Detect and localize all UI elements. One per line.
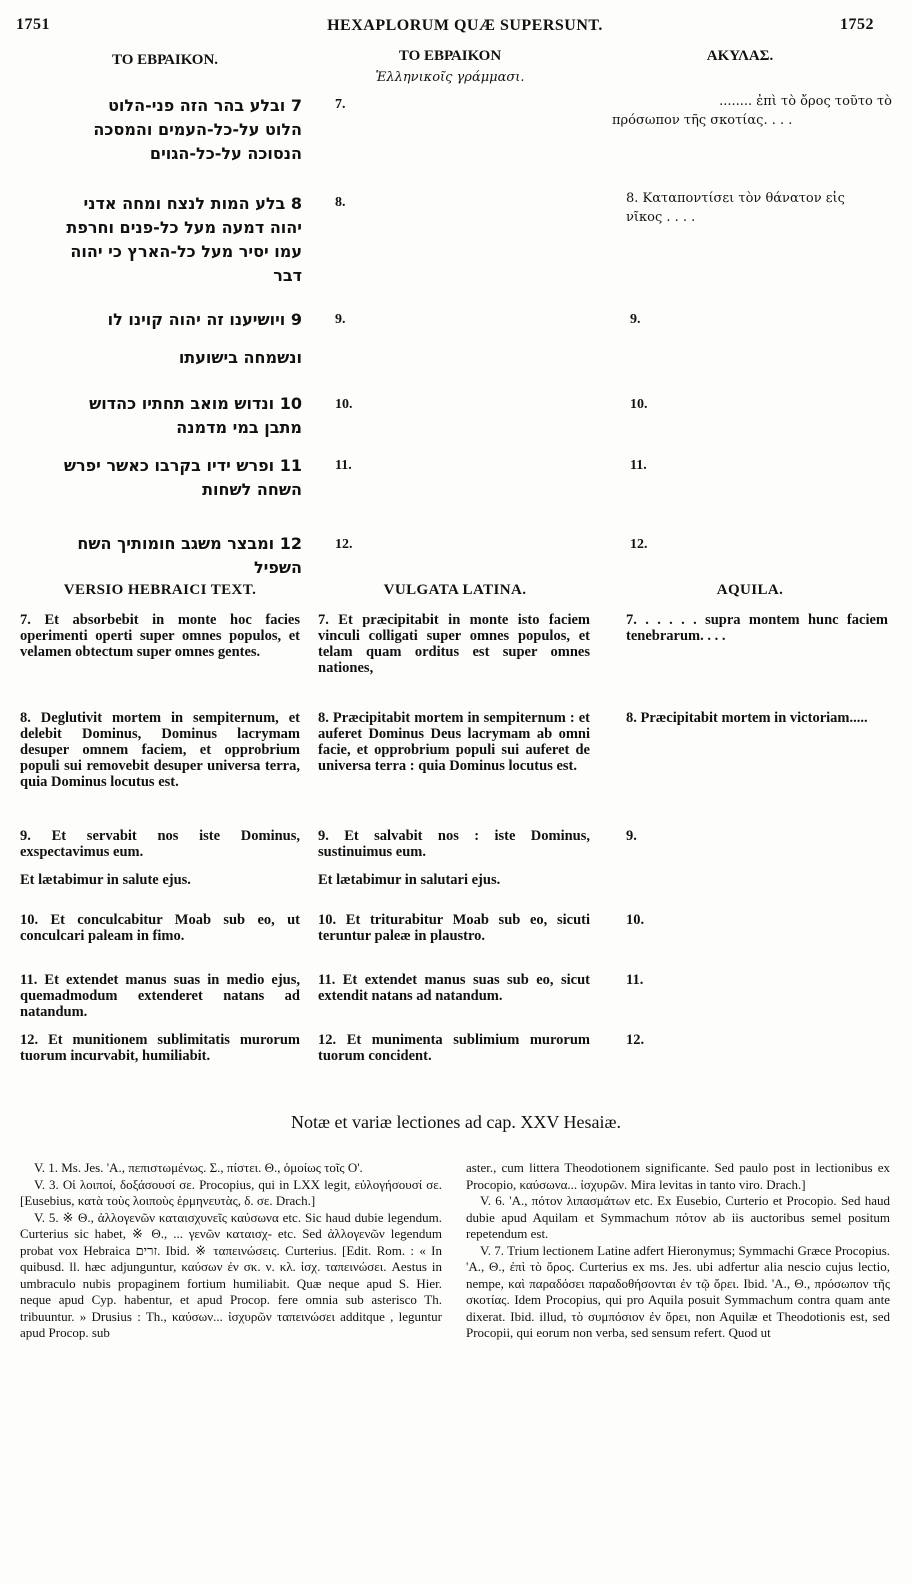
notes-right-column bbox=[466, 1160, 890, 1342]
latin-vulgata-12: 12. Et munimenta sublimium murorum tuorum concident. bbox=[318, 1032, 590, 1064]
translit-verse-10: 10. bbox=[335, 397, 353, 412]
latin-header-vulgata: VULGATA LATINA. bbox=[383, 582, 527, 598]
translit-verse-9: 9. bbox=[335, 312, 346, 327]
hebrew-line: מתבן במי מדמנה bbox=[176, 418, 302, 437]
col-header-aquila: ΑΚΥΛΑΣ. bbox=[706, 48, 774, 64]
aquila-verse-12: 12. bbox=[630, 537, 648, 552]
latin-vulgata-7: 7. Et præcipitabit in monte isto faciem vinculi colligati super omnes populos, et telam quam orditus est super omnes nationes, bbox=[318, 612, 590, 676]
hebrew-line: יהוה דמעה מעל כל-פנים וחרפת bbox=[66, 218, 302, 237]
aquila-verse-10: 10. bbox=[630, 397, 648, 412]
translit-verse-12: 12. bbox=[335, 537, 353, 552]
hebrew-line: הנסוכה על-כל-הגוים bbox=[149, 144, 302, 163]
left-page-number: 1751 bbox=[16, 16, 50, 33]
latin-aquila-12: 12. bbox=[626, 1032, 645, 1048]
note-paragraph: aster., cum littera Theodotionem significante. Sed paulo post in lectionibus ex Procopio, καύσωνα... ἰσχυρῶν. Mira levitas in tanto viro. Drach.] bbox=[466, 1160, 890, 1192]
latin-header-hebraici: VERSIO HEBRAICI TEXT. bbox=[63, 582, 257, 598]
latin-vulgata-8: 8. Præcipitabit mortem in sempiternum : et auferet Dominus Deus lacrymam ab omni facie, et opprobrium populi sui auferet de universa terra : quia Dominus locutus est. bbox=[318, 710, 590, 774]
hebrew-line: השחה לשחות bbox=[202, 480, 302, 499]
latin-hebraici-8: 8. Deglutivit mortem in sempiternum, et delebit Dominus, Dominus lacrymam desuper omnem faciem, et opprobrium populi sui removebit desuper universa terra, quia Dominus locutus est. bbox=[20, 710, 300, 790]
latin-vulgata-9b: Et lætabimur in salutari ejus. bbox=[318, 872, 501, 888]
hebrew-verse-9b: ונשמחה בישועתו bbox=[178, 348, 302, 367]
latin-aquila-11: 11. bbox=[626, 972, 644, 988]
latin-aquila-9: 9. bbox=[626, 828, 637, 844]
greek-line: πρόσωπον τῆς σκοτίας. . . . bbox=[612, 113, 793, 128]
latin-hebraici-9: 9. Et servabit nos iste Dominus, exspectavimus eum. bbox=[20, 828, 300, 860]
note-paragraph: V. 3. Οἱ λοιποί, δοξάσουσί σε. Procopius, qui in LXX legit, εὐλογήσουσί σε. [Eusebius, κατὰ τοὺς λοιποὺς ἑρμηνευτὰς, δ. σε. Drach.] bbox=[20, 1176, 442, 1208]
hebrew-line: דבר bbox=[273, 266, 302, 285]
translit-verse-11: 11. bbox=[335, 458, 352, 473]
latin-hebraici-11: 11. Et extendet manus suas in medio ejus, quemadmodum extenderet natans ad natandum. bbox=[20, 972, 300, 1020]
note-paragraph: V. 7. Trium lectionem Latine adfert Hieronymus; Symmachi Græce Procopius. 'Α., Θ., ἐπὶ τὸ ὄρος. Curterius ex ms. Jes. ubi adfertur alia nescio cujus lectio, nempe, καὶ παραδόσει παραδοθήσονται ἐν τῷ ὄρει. Ibid. 'Α., Θ., πρόσωπον τῆς σκοτίας. Idem Procopius, qui pro Aquila posuit Symmachum contra quam ante dixerat. Ibid. illud, τὸ συμπόσιον ἐν ὄρει, non Aquilæ et Theodotionis est, sed Procopii, qui eorum non verba, sed sensum refert. Quod ut bbox=[466, 1242, 890, 1340]
latin-aquila-7: 7. . . . . . supra montem hunc faciem tenebrarum. . . . bbox=[626, 612, 888, 644]
col-header-transliteration: ΤΟ ΕΒΡΑΙΚΟΝ bbox=[398, 48, 502, 64]
greek-line: ........ ἐπὶ τὸ ὄρος τοῦτο τὸ bbox=[719, 94, 892, 109]
hebrew-line: 7 ובלע בהר הזה פני-הלוט bbox=[108, 96, 302, 115]
hebrew-verse-11 bbox=[18, 454, 302, 502]
hebrew-line: השפיל bbox=[253, 558, 302, 577]
hebrew-verse-8 bbox=[18, 192, 302, 288]
hebrew-line: 12 ומבצר משגב חומותיך השח bbox=[77, 534, 302, 553]
hebrew-line: 11 ופרש ידיו בקרבו כאשר יפרש bbox=[63, 456, 302, 475]
hebrew-line: 10 ונדוש מואב תחתיו כהדוש bbox=[89, 394, 302, 413]
notes-title: Notæ et variæ lectiones ad cap. XXV Hesaiæ. bbox=[290, 1112, 622, 1132]
latin-aquila-8: 8. Præcipitabit mortem in victoriam..... bbox=[626, 710, 868, 726]
hebrew-line: הלוט על-כל-העמים והמסכה bbox=[93, 120, 302, 139]
greek-line: νῖκος . . . . bbox=[626, 210, 696, 225]
translit-verse-8: 8. bbox=[335, 195, 346, 210]
latin-hebraici-12: 12. Et munitionem sublimitatis murorum tuorum incurvabit, humiliabit. bbox=[20, 1032, 300, 1064]
latin-vulgata-9: 9. Et salvabit nos : iste Dominus, sustinuimus eum. bbox=[318, 828, 590, 860]
aquila-greek-7 bbox=[612, 92, 892, 130]
notes-left-column bbox=[20, 1160, 442, 1342]
hebrew-verse-9: 9 ויושיענו זה יהוה קוינו לו bbox=[107, 310, 302, 329]
latin-vulgata-10: 10. Et triturabitur Moab sub eo, sicuti teruntur paleæ in plaustro. bbox=[318, 912, 590, 944]
hebrew-verse-12 bbox=[18, 532, 302, 580]
hebrew-line: עמו יסיר מעל כל-הארץ כי יהוה bbox=[70, 242, 302, 261]
latin-aquila-10: 10. bbox=[626, 912, 645, 928]
latin-header-aquila: AQUILA. bbox=[716, 582, 784, 598]
col-header-hebrew: ΤΟ ΕΒΡΑΙΚΟΝ. bbox=[111, 52, 219, 68]
col-header-transliteration-sub: Ἑλληνικοῖς γράμμασι. bbox=[375, 70, 525, 85]
latin-hebraici-10: 10. Et conculcabitur Moab sub eo, ut conculcari paleam in fimo. bbox=[20, 912, 300, 944]
note-paragraph: V. 6. 'Α., πότον λιπασμάτων etc. Ex Eusebio, Curterio et Procopio. Sed haud dubie apud Aquilam et Symmachum πότον ab iis auctoribus semel positum repetendum est. bbox=[466, 1193, 890, 1241]
translit-verse-7: 7. bbox=[335, 97, 346, 112]
running-title: HEXAPLORUM QUÆ SUPERSUNT. bbox=[327, 17, 603, 34]
aquila-verse-9: 9. bbox=[630, 312, 641, 327]
hebrew-verse-7 bbox=[18, 94, 302, 166]
greek-line: 8. Καταποντίσει τὸν θάνατον εἰς bbox=[626, 191, 845, 206]
aquila-verse-11: 11. bbox=[630, 458, 647, 473]
right-page-number: 1752 bbox=[840, 16, 874, 33]
hebrew-verse-10 bbox=[18, 392, 302, 440]
latin-hebraici-7: 7. Et absorbebit in monte hoc facies operimenti operti super omnes populos, et velamen obtectum super omnes gentes. bbox=[20, 612, 300, 660]
aquila-greek-8 bbox=[626, 189, 892, 227]
latin-hebraici-9b: Et lætabimur in salute ejus. bbox=[20, 872, 191, 888]
note-paragraph: V. 5. ※ Θ., ἀλλογενῶν καταισχυνεῖς καύσωνα etc. Sic haud dubie legendum. Curterius sic habet, ※ Θ., ... γενῶν καταισχ- etc. Sed ἀλλογενῶν legendum probat vox Hebraica זרים. Ibid. ※ ταπεινώσεις. Curterius. [Edit. Rom. : « In quibusd. ll. hæc adjunguntur, καύσων ἐν σκ. ν. κλ. ἰσχ. ταπεινώσει. Aestus in umbraculo nubis propaginem fortium humiliabit. Quæ neque apud S. Hier. neque apud Cyp. habentur, et apud Procop. fere omnia sub asterisco Th. tribuuntur. » Drusius : Th., καύσων... ἰσχυρῶν ταπεινώσει additque , leguntur apud Procop. sub bbox=[20, 1209, 442, 1340]
note-paragraph: V. 1. Ms. Jes. 'Α., πεπιστωμένως. Σ., πίστει. Θ., ὁμοίως τοῖς Ο'. bbox=[34, 1160, 363, 1175]
hebrew-line: 8 בלע המות לנצח ומחה אדני bbox=[83, 194, 302, 213]
latin-vulgata-11: 11. Et extendet manus suas sub eo, sicut extendit natans ad natandum. bbox=[318, 972, 590, 1004]
